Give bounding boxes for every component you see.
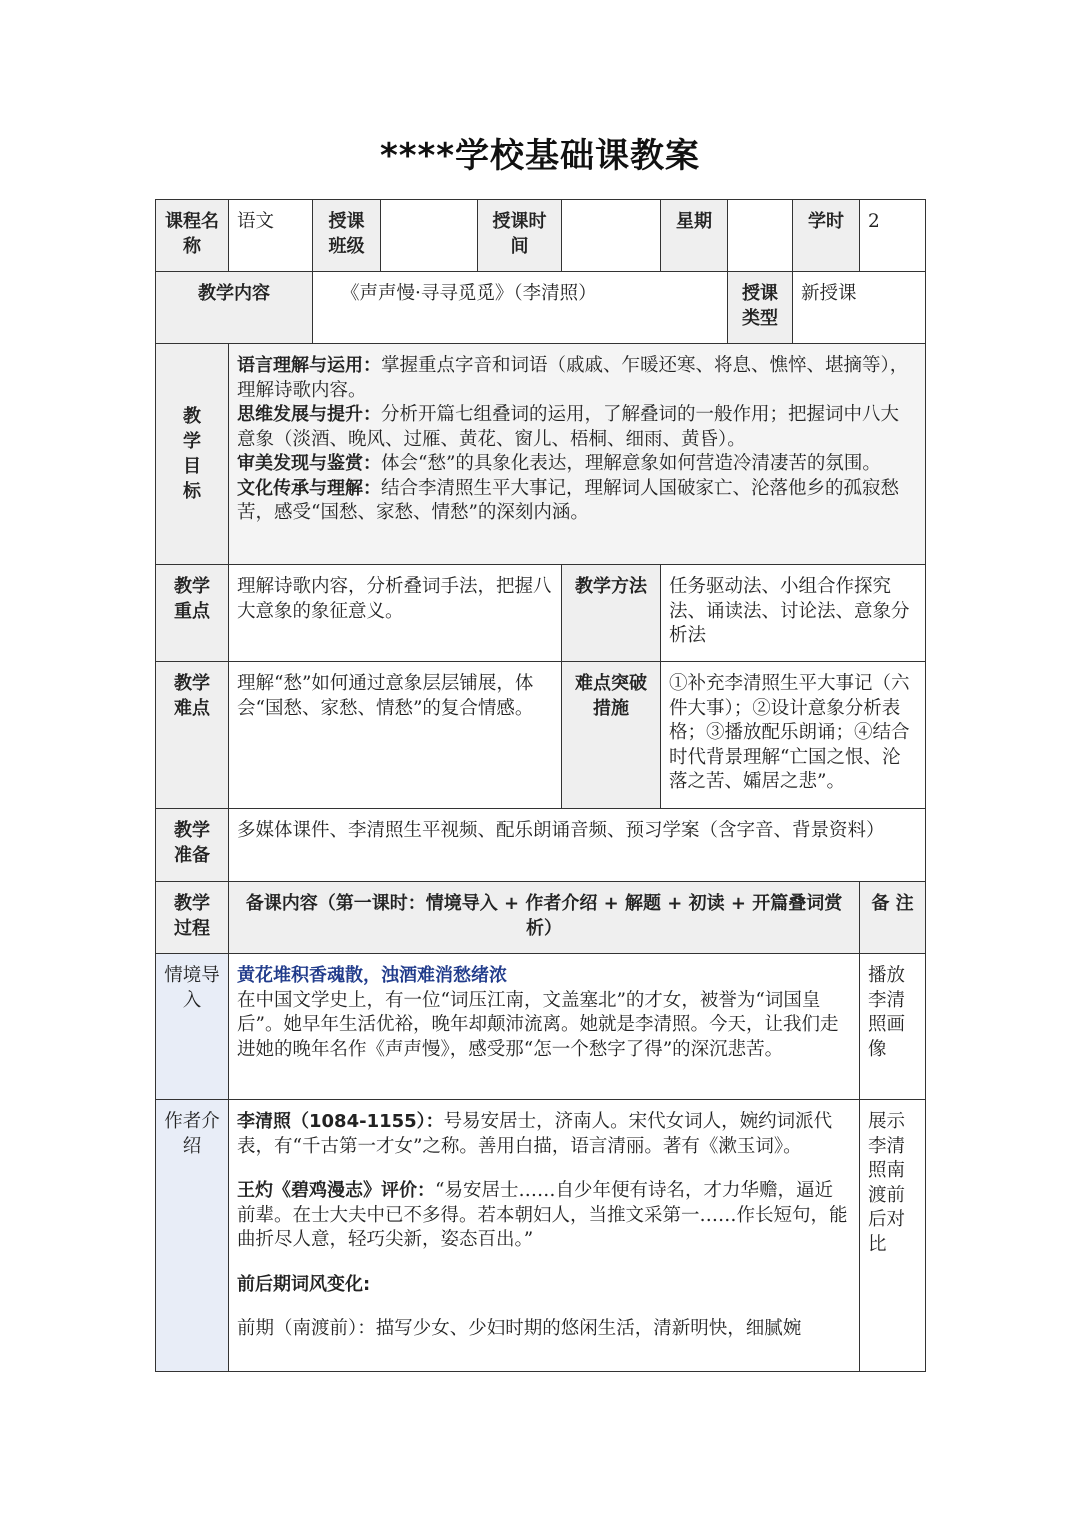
focus-label bbox=[155, 564, 229, 662]
goal-3-text: 体会“愁”的具象化表达，理解意象如何营造冷清凄苦的氛围。 bbox=[381, 453, 881, 474]
hours-label: 学时 bbox=[792, 199, 860, 272]
goal-1-head: 语言理解与运用： bbox=[237, 355, 381, 376]
time-value bbox=[561, 199, 661, 272]
difficulty-label bbox=[155, 661, 229, 809]
course-name-value: 语文 bbox=[228, 199, 313, 272]
author-p4-text: 前期（南渡前）：描写少女、少妇时期的悠闲生活，清新明快，细腻婉 bbox=[237, 1318, 802, 1339]
intro-heading: 黄花堆积香魂散，浊酒难消愁绪浓 bbox=[237, 965, 507, 986]
goal-1-text: 掌握重点字音和词语（戚戚、乍暖还寒、将息、憔悴、堪摘等），理解诗歌内容。 bbox=[237, 355, 909, 401]
method-label: 教学方法 bbox=[561, 564, 661, 662]
intro-note: 播放李清照画像 bbox=[859, 953, 926, 1100]
focus-label-text: 教学重点 bbox=[174, 576, 210, 622]
type-label: 授课类型 bbox=[727, 271, 793, 344]
intro-text: 在中国文学史上，有一位“词压江南，文盖塞北”的才女，被誉为“词国皇后”。她早年生活优裕，晚年却颠沛流离。她就是李清照。今天，让我们走进她的晚年名作《声声慢》，感受那“怎一个愁字了得”的深沉悲苦。 bbox=[237, 989, 839, 1060]
measure-content: ①补充李清照生平大事记（六件大事）；②设计意象分析表格；③播放配乐朗诵；④结合时代背景理解“亡国之恨、沦落之苦、孀居之悲”。 bbox=[660, 661, 926, 809]
intro-label: 情境导入 bbox=[155, 953, 229, 1100]
goal-2-head: 思维发展与提升： bbox=[237, 404, 381, 425]
type-value: 新授课 bbox=[792, 271, 926, 344]
goals-content bbox=[228, 343, 926, 565]
process-label bbox=[155, 881, 229, 954]
page-title: ****学校基础课教案 bbox=[379, 136, 701, 176]
author-label: 作者介绍 bbox=[155, 1099, 229, 1372]
process-content-header: 备课内容（第一课时：情境导入 + 作者介绍 + 解题 + 初读 + 开篇叠词赏析） bbox=[228, 881, 860, 954]
author-content bbox=[228, 1099, 860, 1372]
author-note: 展示李清照南渡前后对比 bbox=[859, 1099, 926, 1372]
goal-4-text: 结合李清照生平大事记，理解词人国破家亡、沦落他乡的孤寂愁苦，感受“国愁、家愁、情愁”的深刻内涵。 bbox=[237, 477, 900, 523]
difficulty-label-text: 教学难点 bbox=[174, 673, 210, 719]
process-label-text: 教学过程 bbox=[174, 893, 210, 939]
content-value: 《声声慢·寻寻觅觅》（李清照） bbox=[312, 271, 728, 344]
author-p1-head: 李清照（1084-1155）： bbox=[237, 1111, 444, 1132]
method-content: 任务驱动法、小组合作探究法、诵读法、讨论法、意象分析法 bbox=[660, 564, 926, 662]
week-value bbox=[727, 199, 793, 272]
goal-2-text: 分析开篇七组叠词的运用，了解叠词的一般作用；把握词中八大意象（淡酒、晚风、过雁、黄花、窗儿、梧桐、细雨、黄昏）。 bbox=[237, 404, 900, 450]
measure-label bbox=[561, 661, 661, 809]
content-label: 教学内容 bbox=[155, 271, 313, 344]
measure-label-text: 难点突破措施 bbox=[575, 673, 647, 719]
prep-label bbox=[155, 808, 229, 882]
intro-content bbox=[228, 953, 860, 1100]
author-p1-text: 号易安居士，济南人。宋代女词人，婉约词派代表，有“千古第一才女”之称。善用白描，语言清丽。著有《漱玉词》。 bbox=[237, 1111, 833, 1157]
difficulty-content: 理解“愁”如何通过意象层层铺展，体会“国愁、家愁、情愁”的复合情感。 bbox=[228, 661, 562, 809]
process-note-header: 备 注 bbox=[859, 881, 926, 954]
prep-label-text: 教学准备 bbox=[174, 820, 210, 866]
goals-label-text: 教学目标 bbox=[183, 406, 201, 502]
focus-content: 理解诗歌内容，分析叠词手法，把握八大意象的象征意义。 bbox=[228, 564, 562, 662]
goal-3-head: 审美发现与鉴赏： bbox=[237, 453, 381, 474]
goals-label bbox=[155, 343, 229, 565]
course-name-label: 课程名称 bbox=[155, 199, 229, 272]
hours-value: 2 bbox=[859, 199, 926, 272]
author-p2-text: “易安居士……自少年便有诗名，才力华赡，逼近前辈。在士大夫中已不多得。若本朝妇人，当推文采第一……作长短句，能曲折尽人意，轻巧尖新，姿态百出。” bbox=[237, 1180, 848, 1250]
prep-content: 多媒体课件、李清照生平视频、配乐朗诵音频、预习学案（含字音、背景资料） bbox=[228, 808, 926, 882]
week-label: 星期 bbox=[660, 199, 728, 272]
author-p3-head: 前后期词风变化: bbox=[237, 1273, 371, 1295]
author-p2-head: 王灼《碧鸡漫志》评价： bbox=[237, 1180, 435, 1201]
time-label: 授课时间 bbox=[477, 199, 562, 272]
goal-4-head: 文化传承与理解： bbox=[237, 477, 381, 499]
class-value bbox=[380, 199, 478, 272]
class-label: 授课班级 bbox=[312, 199, 381, 272]
